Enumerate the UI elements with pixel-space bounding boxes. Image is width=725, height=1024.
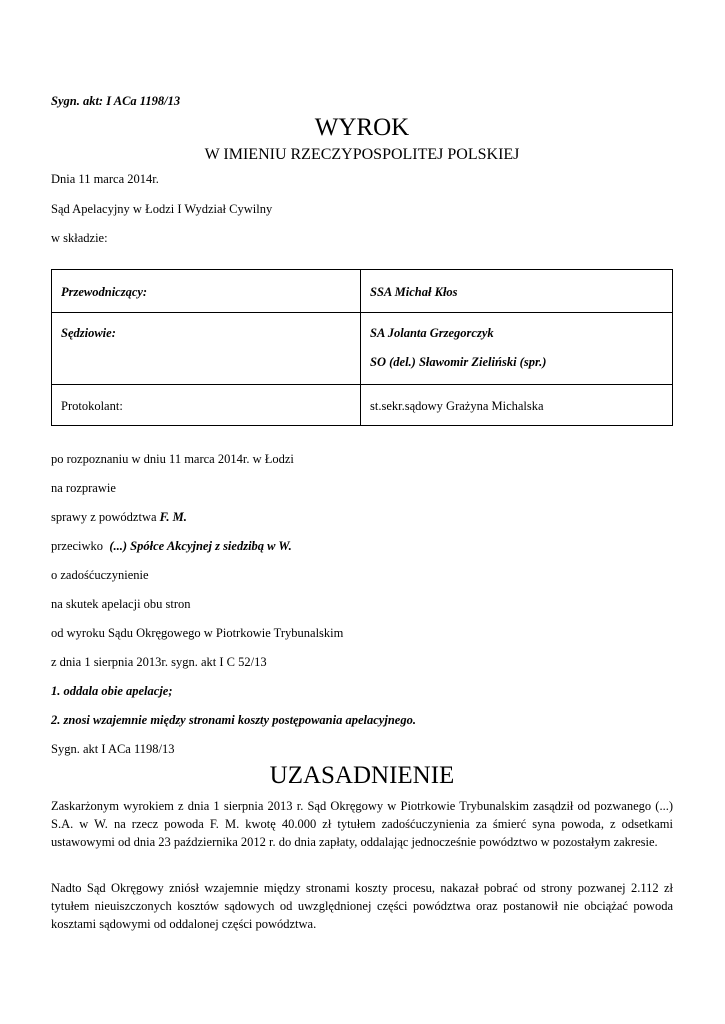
reasons-paragraph-1: Zaskarżonym wyrokiem z dnia 1 sierpnia 2013 r. Sąd Okręgowy w Piotrkowie Trybunalskim zasądził od pozwanego (...) S.A. w W. na rzecz powoda F. M. kwotę 40.000 zł tytułem zadośćuczynienia za śmierć syna powoda, z odsetkami ustawowymi od dnia 23 października 2012 r. do dnia zapłaty, oddalając jednocześnie powództwo w pozostałym zakresie. [51, 799, 673, 849]
defendant-name: (...) Spółce Akcyjnej z siedzibą w W. [109, 539, 292, 553]
table-row [52, 270, 673, 313]
reasons-paragraph-2: Nadto Sąd Okręgowy zniósł wzajemnie między stronami koszty procesu, nakazał pobrać od strony pozwanej 2.112 zł tytułem nieuiszczonych kosztów sądowych od uwzględnionej części powództwa oraz postanowił nie obciążać powoda kosztami sądowymi od oddalonej części powództwa. [51, 881, 673, 931]
proceedings-line-8: z dnia 1 sierpnia 2013r. sygn. akt I C 52/13 [51, 655, 267, 669]
presiding-label-cell [52, 270, 361, 313]
defendant-prefix: przeciwko [51, 539, 110, 553]
clerk-value-cell [361, 385, 673, 426]
plaintiff-prefix: sprawy z powództwa [51, 510, 160, 524]
proceedings-line-3 [51, 510, 187, 524]
presiding-value-cell [361, 270, 673, 313]
proceedings-line-5: o zadośćuczynienie [51, 568, 149, 582]
court-panel-table [51, 269, 673, 426]
presiding-label: Przewodniczący: [61, 285, 148, 299]
judges-label: Sędziowie: [61, 326, 116, 340]
table-row [52, 313, 673, 385]
judge-1: SA Jolanta Grzegorczyk [370, 326, 494, 340]
proceedings-line-4 [51, 539, 292, 553]
clerk-label: Protokolant: [61, 399, 123, 413]
court-name: Sąd Apelacyjny w Łodzi I Wydział Cywilny [51, 202, 273, 216]
ruling-point-1: 1. oddala obie apelacje; [51, 684, 173, 698]
document-title: WYROK [314, 114, 410, 141]
clerk-name: st.sekr.sądowy Grażyna Michalska [370, 399, 544, 413]
ruling-point-2: 2. znosi wzajemnie między stronami koszty postępowania apelacyjnego. [51, 713, 416, 727]
reasons-case-reference: Sygn. akt I ACa 1198/13 [51, 742, 175, 756]
presiding-judge: SSA Michał Kłos [370, 285, 458, 299]
judgment-date: Dnia 11 marca 2014r. [51, 172, 159, 186]
clerk-label-cell [52, 385, 361, 426]
reasons-heading: UZASADNIENIE [269, 762, 455, 789]
proceedings-line-7: od wyroku Sądu Okręgowego w Piotrkowie Trybunalskim [51, 626, 344, 640]
document-subtitle: W IMIENIU RZECZYPOSPOLITEJ POLSKIEJ [204, 146, 520, 163]
judge-2: SO (del.) Sławomir Zieliński (spr.) [370, 355, 547, 369]
proceedings-line-1: po rozpoznaniu w dniu 11 marca 2014r. w Łodzi [51, 452, 294, 466]
composition-label: w składzie: [51, 231, 108, 245]
table-row [52, 385, 673, 426]
case-reference: Sygn. akt: I ACa 1198/13 [51, 94, 181, 108]
judges-value-cell [361, 313, 673, 385]
judges-label-cell [52, 313, 361, 385]
plaintiff-name: F. M. [159, 510, 187, 524]
proceedings-line-2: na rozprawie [51, 481, 116, 495]
proceedings-line-6: na skutek apelacji obu stron [51, 597, 191, 611]
